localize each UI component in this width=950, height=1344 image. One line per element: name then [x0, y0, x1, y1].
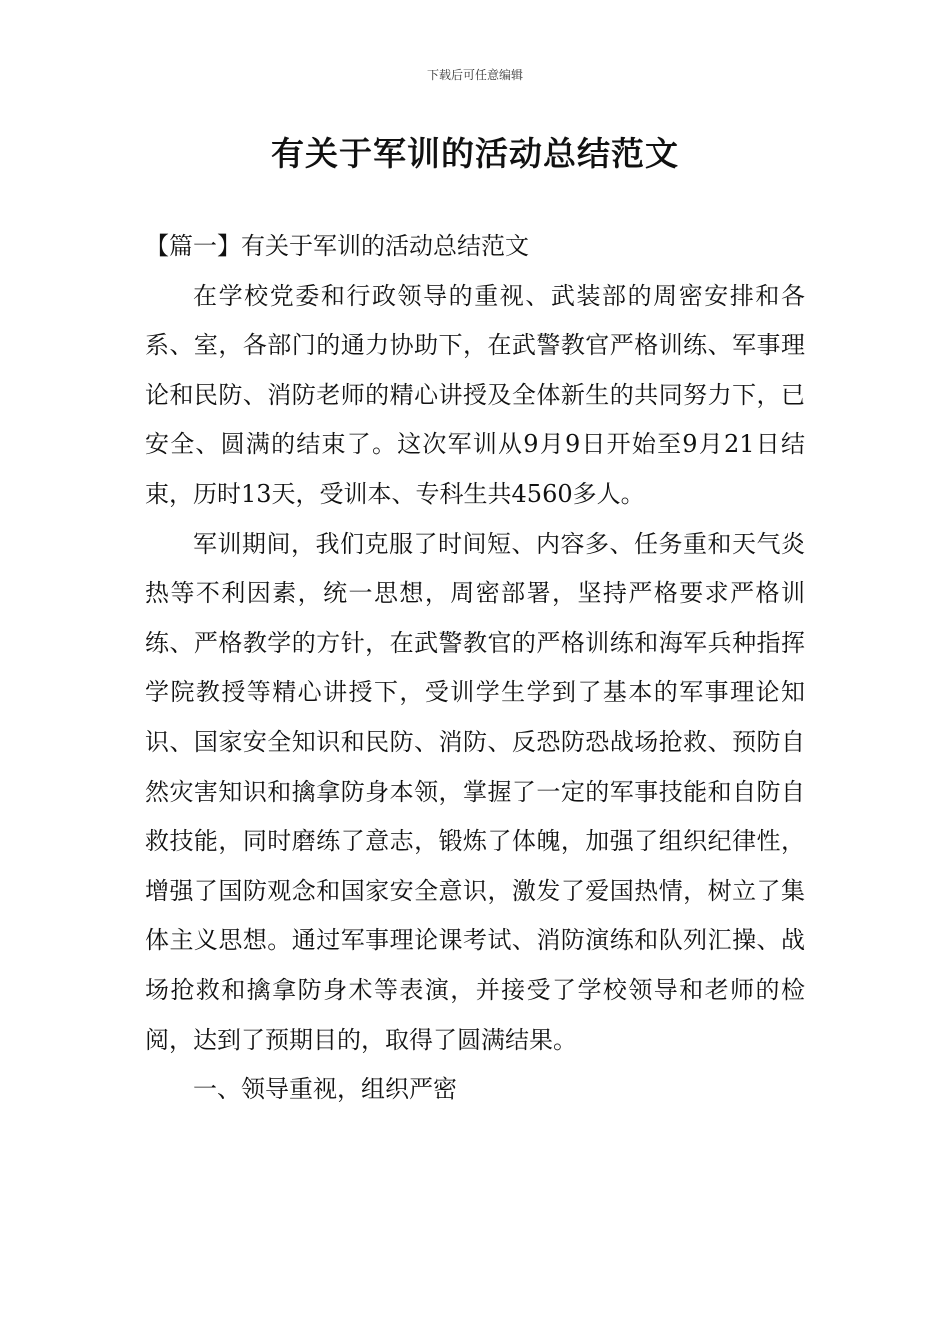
subheading: 一、领导重视，组织严密: [193, 1075, 457, 1104]
paragraph-1: 在学校党委和行政领导的重视、武装部的周密安排和各系、室，各部门的通力协助下，在武警教官严格训练、军事理论和民防、消防老师的精心讲授及全体新生的共同努力下，已安全、圆满的结束了。这次军训从9月9日开始至9月21日结束，历时13天，受训本、专科生共4560多人。: [145, 281, 805, 508]
section-heading: 【篇一】有关于军训的活动总结范文: [145, 232, 529, 260]
document-title: 有关于军训的活动总结范文: [271, 134, 679, 173]
document-body: [145, 222, 805, 1115]
header-note: 下载后可任意编辑: [426, 68, 523, 82]
paragraph-2: 军训期间，我们克服了时间短、内容多、任务重和天气炎热等不利因素，统一思想，周密部署，坚持严格要求严格训练、严格教学的方针，在武警教官的严格训练和海军兵种指挥学院教授等精心讲授下，受训学生学到了基本的军事理论知识、国家安全知识和民防、消防、反恐防恐战场抢救、预防自然灾害知识和擒拿防身本领，掌握了一定的军事技能和自防自救技能，同时磨练了意志，锻炼了体魄，加强了组织纪律性，增强了国防观念和国家安全意识，激发了爱国热情，树立了集体主义思想。通过军事理论课考试、消防演练和队列汇操、战场抢救和擒拿防身术等表演，并接受了学校领导和老师的检阅，达到了预期目的，取得了圆满结果。: [145, 529, 805, 1054]
